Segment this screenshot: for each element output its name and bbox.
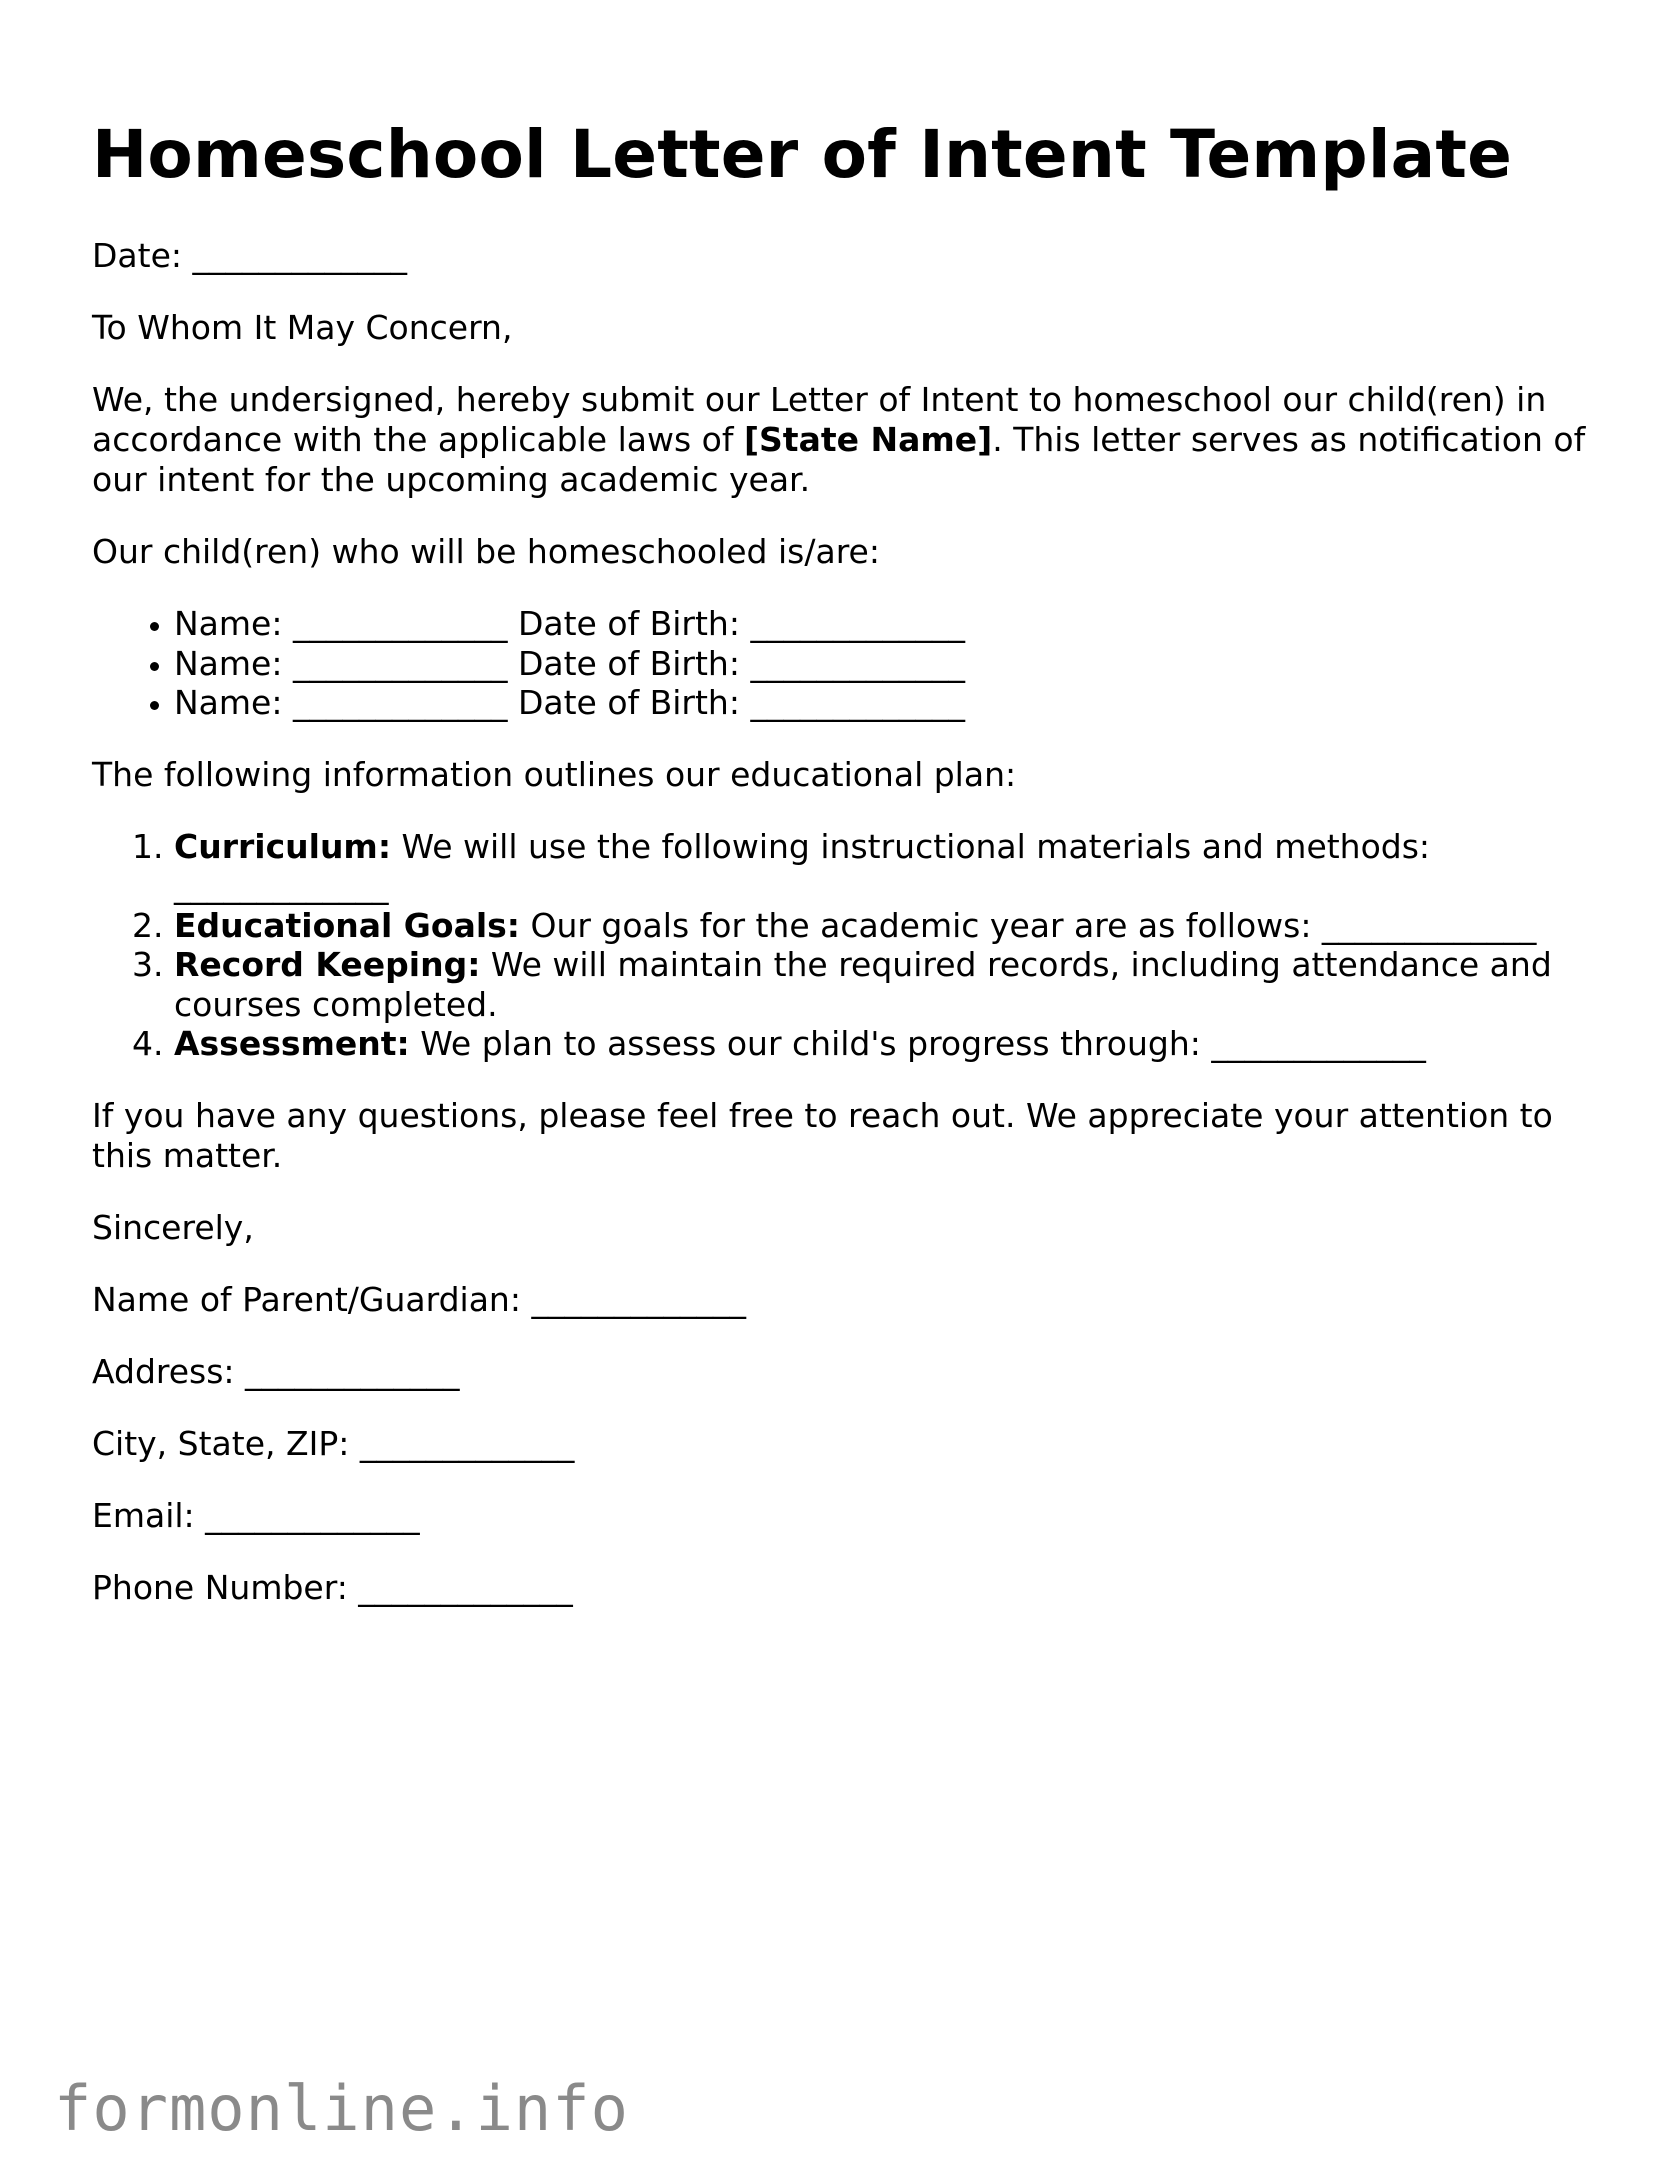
- plan-item-label: Curriculum:: [174, 826, 392, 866]
- intro-text-end: . This letter serves as notification of our intent for the upcoming academic year.: [92, 420, 1586, 499]
- intro-paragraph: [92, 380, 1612, 500]
- intro-text-start: We, the undersigned, hereby submit our Letter of Intent to homeschool our child(ren) in accordance with the applicable laws of: [92, 380, 1547, 459]
- plan-item-assessment: [174, 1024, 1612, 1064]
- children-list: [92, 604, 1612, 723]
- child-entry: • Name: _____________ Date of Birth: _____________: [174, 683, 1612, 723]
- salutation: To Whom It May Concern,: [92, 308, 513, 347]
- plan-intro: The following information outlines our educational plan:: [92, 754, 1017, 794]
- plan-item-label: Assessment:: [174, 1024, 410, 1063]
- watermark: formonline.info: [54, 2072, 629, 2145]
- plan-item-curriculum: [174, 827, 1612, 906]
- plan-item-text: We will use the following instructional materials and methods: _____________: [174, 826, 1431, 905]
- plan-item-educational-goals: [174, 906, 1612, 946]
- plan-item-text: Our goals for the academic year are as follows: _____________: [519, 905, 1537, 945]
- email-field: Email: _____________: [92, 1495, 420, 1535]
- page-title: Homeschool Letter of Intent Template: [92, 116, 1513, 193]
- plan-item-text: We will maintain the required records, including attendance and courses completed.: [174, 945, 1552, 1024]
- plan-item-label: Educational Goals:: [174, 905, 520, 945]
- plan-item-record-keeping: [174, 945, 1612, 1024]
- address-field: Address: _____________: [92, 1351, 460, 1391]
- letter-document: [92, 110, 1612, 1640]
- city-state-zip-field: City, State, ZIP: _____________: [92, 1423, 575, 1463]
- plan-item-text: We plan to assess our child's progress through: _____________: [409, 1024, 1426, 1063]
- child-entry: • Name: _____________ Date of Birth: _____________: [174, 644, 1612, 684]
- sign-off: Sincerely,: [92, 1207, 254, 1247]
- date-line: Date: _____________: [92, 236, 407, 275]
- child-entry: • Name: _____________ Date of Birth: _____________: [174, 604, 1612, 644]
- plan-item-label: Record Keeping:: [174, 945, 481, 984]
- parent-name-field: Name of Parent/Guardian: _____________: [92, 1279, 746, 1319]
- state-name-placeholder: [State Name]: [743, 420, 993, 459]
- phone-field: Phone Number: _____________: [92, 1567, 573, 1607]
- children-intro: Our child(ren) who will be homeschooled is/are:: [92, 532, 880, 571]
- plan-list: [92, 827, 1612, 1064]
- closing-paragraph: If you have any questions, please feel free to reach out. We appreciate your attention to this matter.: [92, 1095, 1553, 1175]
